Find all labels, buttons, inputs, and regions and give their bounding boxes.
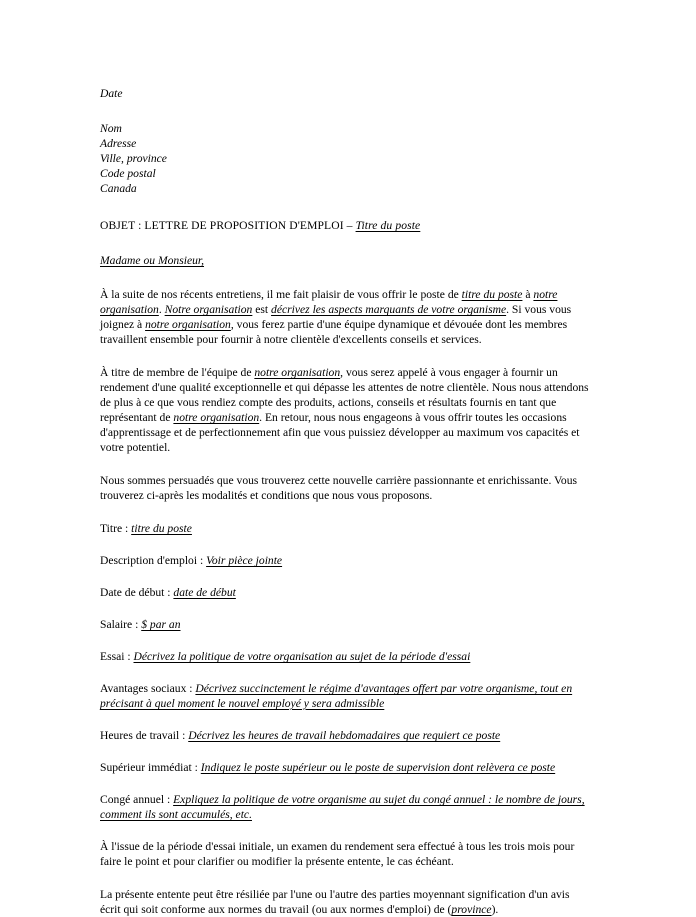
term-avantages-sociaux-label: Avantages sociaux : xyxy=(100,682,196,695)
term-titre-label: Titre : xyxy=(100,522,132,535)
term-essai xyxy=(100,649,592,664)
term-avantages-sociaux-fill: Décrivez succinctement le régime d'avantages offert par votre organisme, tout en précisant à quel moment le nouvel employé y sera admissible xyxy=(100,682,573,710)
paragraph-conditions-intro: Nous sommes persuadés que vous trouverez cette nouvelle carrière passionnante et enrichissante. Vous trouverez ci-après les modalités et conditions que nous vous proposons. xyxy=(100,474,578,502)
p5-s2: ). xyxy=(491,903,499,916)
recipient-address-block xyxy=(100,121,592,196)
term-superieur-immediat xyxy=(100,760,592,775)
p1-s1: À la suite de nos récents entretiens, il me fait plaisir de vous offrir le poste de xyxy=(100,288,462,301)
salutation-text: Madame ou Monsieur, xyxy=(100,254,205,267)
term-titre-fill: titre du poste xyxy=(131,522,192,535)
paragraph-expectations xyxy=(100,365,592,455)
term-description-emploi xyxy=(100,553,592,568)
p2-s1: À titre de membre de l'équipe de xyxy=(100,366,255,379)
paragraph-termination xyxy=(100,887,592,917)
p1-fill-org-description: décrivez les aspects marquants de votre organisme xyxy=(271,303,507,316)
p1-fill-organisation-2: Notre organisation xyxy=(164,303,253,316)
term-avantages-sociaux xyxy=(100,681,592,711)
term-salaire-label: Salaire : xyxy=(100,618,142,631)
term-heures-travail-fill: Décrivez les heures de travail hebdomadaires que requiert ce poste xyxy=(188,729,501,742)
address-line-country: Canada xyxy=(100,182,137,195)
p2-s3: . En retour, nous nous engageons à vous offrir toutes les occasions d'apprentissage et de perfectionnement afin que vous puissiez développer au maximum vos capacités et votre potentiel. xyxy=(100,411,580,454)
p5-s1: La présente entente peut être résiliée par l'une ou l'autre des parties moyennant signification d'un avis écrit qui soit conforme aux normes du travail (ou aux normes d'emploi) de ( xyxy=(100,888,570,916)
paragraph-review-period: À l'issue de la période d'essai initiale, un examen du rendement sera effectué à tous les trois mois pour faire le point et pour clarifier ou modifier la présente entente, le cas échéant. xyxy=(100,840,575,868)
term-conge-annuel-fill: Expliquez la politique de votre organisme au sujet du congé annuel : le nombre de jours, comment ils sont accumulés, etc. xyxy=(100,793,585,821)
term-superieur-immediat-fill: Indiquez le poste supérieur ou le poste de supervision dont relèvera ce poste xyxy=(200,761,556,774)
subject-label: OBJET : LETTRE DE PROPOSITION D'EMPLOI – xyxy=(100,219,356,232)
p1-s6: , vous ferez partie d'une équipe dynamique et dévouée dont les membres travaillent ensemble pour fournir à notre clientèle d'excellents conseils et services. xyxy=(100,318,568,346)
date-placeholder: Date xyxy=(100,87,123,100)
p1-s5: . Si vous vous joignez à xyxy=(100,303,572,331)
address-line-city-province: Ville, province xyxy=(100,152,167,165)
term-description-emploi-label: Description d'emploi : xyxy=(100,554,207,567)
p1-fill-job-title: titre du poste xyxy=(461,288,523,301)
term-essai-label: Essai : xyxy=(100,650,134,663)
term-essai-fill: Décrivez la politique de votre organisation au sujet de la période d'essai xyxy=(133,650,471,663)
subject-line xyxy=(100,218,592,233)
p1-s2: à xyxy=(522,288,534,301)
term-conge-annuel xyxy=(100,792,592,822)
term-salaire-fill: $ par an xyxy=(141,618,181,631)
p1-s4: est xyxy=(252,303,272,316)
p1-s3: . xyxy=(158,303,165,316)
p2-fill-organisation-1: notre organisation xyxy=(254,366,341,379)
address-line-name: Nom xyxy=(100,122,122,135)
term-superieur-immediat-label: Supérieur immédiat : xyxy=(100,761,201,774)
salutation xyxy=(100,253,592,268)
address-line-street: Adresse xyxy=(100,137,137,150)
term-heures-travail-label: Heures de travail : xyxy=(100,729,189,742)
term-salaire xyxy=(100,617,592,632)
p2-s2: , vous serez appelé à vous engager à fournir un rendement d'une qualité exceptionnelle et qui dépasse les attentes de notre clientèle. Nous nous attendons de plus à ce que vous rendiez compte des produits, actions, conseils et résultats fournis en tant que représentant de xyxy=(100,366,589,424)
p5-fill-province: province xyxy=(451,903,492,916)
p2-fill-organisation-2: notre organisation xyxy=(173,411,260,424)
term-date-debut xyxy=(100,585,592,600)
term-description-emploi-fill: Voir pièce jointe xyxy=(206,554,283,567)
term-heures-travail xyxy=(100,728,592,743)
term-conge-annuel-label: Congé annuel : xyxy=(100,793,174,806)
address-line-postal-code: Code postal xyxy=(100,167,156,180)
p1-fill-organisation-1: notre organisation xyxy=(100,288,558,316)
letter-body xyxy=(100,86,592,917)
subject-fill: Titre du poste xyxy=(355,219,421,232)
term-date-debut-label: Date de début : xyxy=(100,586,174,599)
p1-fill-organisation-3: notre organisation xyxy=(145,318,231,331)
paragraph-opening xyxy=(100,287,592,347)
term-date-debut-fill: date de début xyxy=(173,586,236,599)
term-titre xyxy=(100,521,592,536)
